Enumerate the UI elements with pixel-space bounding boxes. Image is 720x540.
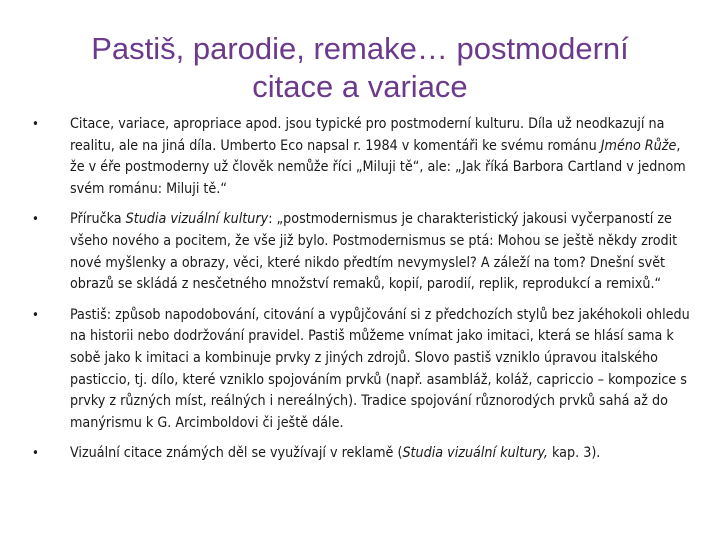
bullet-item-2 <box>0 209 720 295</box>
bullet-text: Vizuální citace známých děl se využívají v reklamě ( <box>70 445 403 462</box>
bullet-marker: • <box>32 117 39 132</box>
bullet-text-italic: Studia vizuální kultury, <box>402 445 548 462</box>
slide-title <box>40 30 680 106</box>
bullet-item-1 <box>0 114 720 200</box>
bullet-item-3 <box>0 305 720 435</box>
bullet-text: , že v éře postmoderny už člověk nemůže říci „Miluji tě“, ale: „Jak říká Barbora Cartland v jednom svém románu: Miluji tě.“ <box>70 137 686 197</box>
slide-title-line-2: citace a variace <box>252 69 468 104</box>
bullet-marker: • <box>32 307 39 323</box>
bullet-text: Pastiš: způsob napodobování, citování a vypůjčování si z předchozích stylů bez jakéhokoli ohledu na historii nebo dodržování pravidel. Pastiš můžeme vnímat jako imitaci, která se hlásí sama k sobě jako k imitaci a kombinuje prvky z jiných zdrojů. Slovo pastiš vzniklo úpravou italského pasticcio, tj. dílo, které vzniklo spojováním prvků (např. asambláž, koláž, capriccio – kompozice s prvky z různých míst, reálných i nereálných). Tradice spojování různorodých prvků sahá až do manýrismu k G. Arcimboldovi či ještě dále. <box>70 306 690 431</box>
bullet-text-italic: Jméno Růže <box>600 137 677 154</box>
bullet-text-italic: Studia vizuální kultury <box>125 211 269 228</box>
bullet-text: Příručka <box>70 211 126 228</box>
bullet-text: Citace, variace, apropriace apod. jsou typické pro postmoderní kulturu. Díla už neodkazují na realitu, ale na jiná díla. Umberto Eco napsal r. 1984 v komentáři ke svému románu <box>70 116 665 154</box>
bullet-text: kap. 3). <box>547 445 601 462</box>
bullet-text: : „postmodernismus je charakteristický jakousi vyčerpaností ze všeho nového a pocitem, že vše již bylo. Postmodernismus se ptá: Mohou se ještě někdy zrodit nové myšlenky a obrazy, věci, které nikdo předtím nevymyslel? A záleží na tom? Dnešní svět obrazů se skládá z nesčetného množství remaků, kopií, parodií, replik, reprodukcí a remixů.“ <box>70 211 678 293</box>
slide-title-line-1: Pastiš, parodie, remake… postmoderní <box>91 31 629 66</box>
bullet-list <box>0 114 720 474</box>
bullet-marker: • <box>32 446 39 462</box>
bullet-item-4 <box>0 443 720 465</box>
bullet-marker: • <box>32 212 39 228</box>
